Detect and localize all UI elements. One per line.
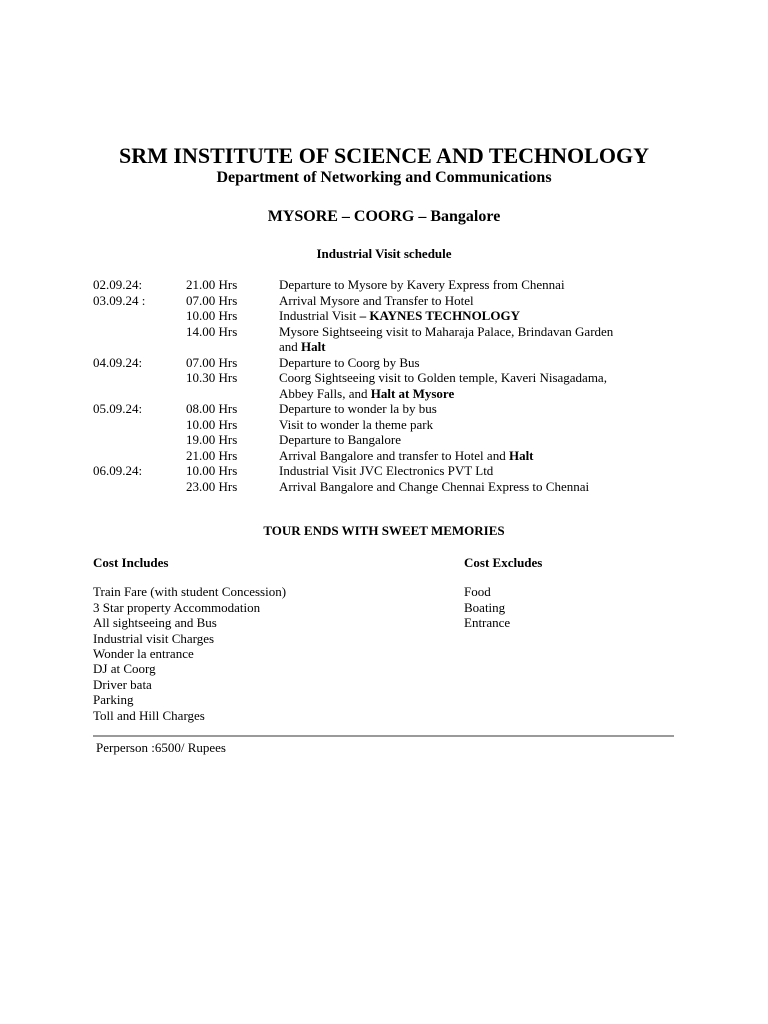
- schedule-row: [93, 293, 693, 309]
- schedule-description: [279, 401, 619, 417]
- schedule-description-text: Mysore Sightseeing visit to Maharaja Palace, Brindavan Garden and: [279, 323, 614, 354]
- tour-end-note: TOUR ENDS WITH SWEET MEMORIES: [263, 523, 505, 538]
- schedule-time: 07.00 Hrs: [186, 292, 238, 308]
- cost-includes-item: Driver bata: [93, 676, 152, 692]
- schedule-row: [93, 479, 693, 495]
- schedule-title: Industrial Visit schedule: [316, 246, 452, 261]
- institute-title: SRM INSTITUTE OF SCIENCE AND TECHNOLOGY: [119, 143, 649, 168]
- schedule-row: [93, 463, 693, 479]
- schedule-description-text: Departure to Mysore by Kavery Express from Chennai: [279, 277, 565, 292]
- schedule-description: [279, 293, 619, 309]
- schedule-description-emphasis: – KAYNES TECHNOLOGY: [359, 308, 520, 323]
- schedule-row: [93, 277, 693, 293]
- price-per-person: Perperson :6500/ Rupees: [96, 740, 226, 755]
- schedule-description-text: Industrial Visit JVC Electronics PVT Ltd: [279, 463, 494, 478]
- schedule-description: [279, 355, 619, 371]
- schedule-date: 03.09.24 :: [93, 292, 146, 308]
- schedule-description-text: Industrial Visit: [279, 308, 360, 323]
- cost-includes-item: Parking: [93, 692, 134, 708]
- schedule-description-text: Arrival Bangalore and transfer to Hotel and: [279, 447, 509, 463]
- cost-includes-item: All sightseeing and Bus: [93, 615, 217, 631]
- schedule-date: 05.09.24:: [93, 401, 143, 416]
- schedule-description: [279, 479, 619, 495]
- schedule-description-text: Arrival Mysore and Transfer to Hotel: [279, 292, 474, 308]
- cost-excludes-item: Entrance: [464, 615, 511, 631]
- route-heading: MYSORE – COORG – Bangalore: [267, 208, 501, 225]
- schedule-time: 23.00 Hrs: [186, 478, 238, 494]
- cost-includes-item: Wonder la entrance: [93, 646, 194, 662]
- cost-includes-item: DJ at Coorg: [93, 661, 156, 677]
- schedule-time: 21.00 Hrs: [186, 447, 238, 463]
- schedule-row: [93, 448, 693, 464]
- schedule-row: [93, 324, 693, 355]
- schedule-date: 02.09.24:: [93, 277, 143, 292]
- schedule-table: [93, 277, 693, 494]
- cost-includes-list: [93, 584, 286, 723]
- schedule-date: 04.09.24:: [93, 354, 143, 370]
- schedule-row: [93, 432, 693, 448]
- department-subtitle: Department of Networking and Communications: [216, 169, 552, 186]
- schedule-description-emphasis: Halt: [508, 447, 534, 463]
- schedule-description-text: Arrival Bangalore and Change Chennai Express to Chennai: [279, 478, 590, 494]
- cost-includes-heading: Cost Includes: [93, 555, 169, 570]
- cost-includes-item: 3 Star property Accommodation: [93, 599, 261, 615]
- divider-line: [93, 735, 674, 737]
- schedule-row: [93, 355, 693, 371]
- schedule-description-text: Visit to wonder la theme park: [279, 416, 434, 432]
- cost-excludes-item: Boating: [464, 599, 506, 615]
- schedule-description-text: Departure to Coorg by Bus: [279, 354, 420, 370]
- schedule-description: [279, 308, 619, 324]
- schedule-description: [279, 448, 619, 464]
- schedule-description: [279, 277, 619, 293]
- schedule-time: 14.00 Hrs: [186, 323, 238, 339]
- schedule-description: [279, 463, 619, 479]
- schedule-time: 10.00 Hrs: [186, 308, 238, 323]
- schedule-description: [279, 417, 619, 433]
- schedule-row: [93, 417, 693, 433]
- schedule-description-emphasis: Halt at Mysore: [370, 385, 455, 401]
- schedule-description-text: Departure to wonder la by bus: [279, 401, 437, 416]
- schedule-time: 19.00 Hrs: [186, 432, 238, 447]
- schedule-row: [93, 308, 693, 324]
- cost-includes-item: Toll and Hill Charges: [93, 707, 205, 723]
- cost-includes-section: [93, 555, 286, 723]
- schedule-time: 07.00 Hrs: [186, 354, 238, 370]
- schedule-time: 08.00 Hrs: [186, 401, 238, 416]
- schedule-description-text: Coorg Sightseeing visit to Golden temple, Kaveri Nisagadama, Abbey Falls, and: [279, 370, 607, 401]
- schedule-time: 10.00 Hrs: [186, 463, 238, 478]
- schedule-description: [279, 324, 619, 355]
- schedule-description: [279, 432, 619, 448]
- cost-excludes-list: [464, 584, 542, 630]
- cost-excludes-heading: Cost Excludes: [464, 555, 543, 570]
- schedule-date: 06.09.24:: [93, 463, 143, 478]
- schedule-row: [93, 401, 693, 417]
- schedule-description-text: Departure to Bangalore: [279, 432, 402, 447]
- schedule-row: [93, 370, 693, 401]
- cost-includes-item: Train Fare (with student Concession): [93, 584, 287, 600]
- schedule-description: [279, 370, 619, 401]
- schedule-time: 21.00 Hrs: [186, 277, 238, 292]
- cost-excludes-section: [464, 555, 542, 631]
- schedule-time: 10.00 Hrs: [186, 416, 238, 432]
- schedule-time: 10.30 Hrs: [186, 370, 238, 385]
- cost-includes-item: Industrial visit Charges: [93, 630, 215, 646]
- cost-excludes-item: Food: [464, 584, 491, 600]
- schedule-description-emphasis: Halt: [301, 339, 326, 354]
